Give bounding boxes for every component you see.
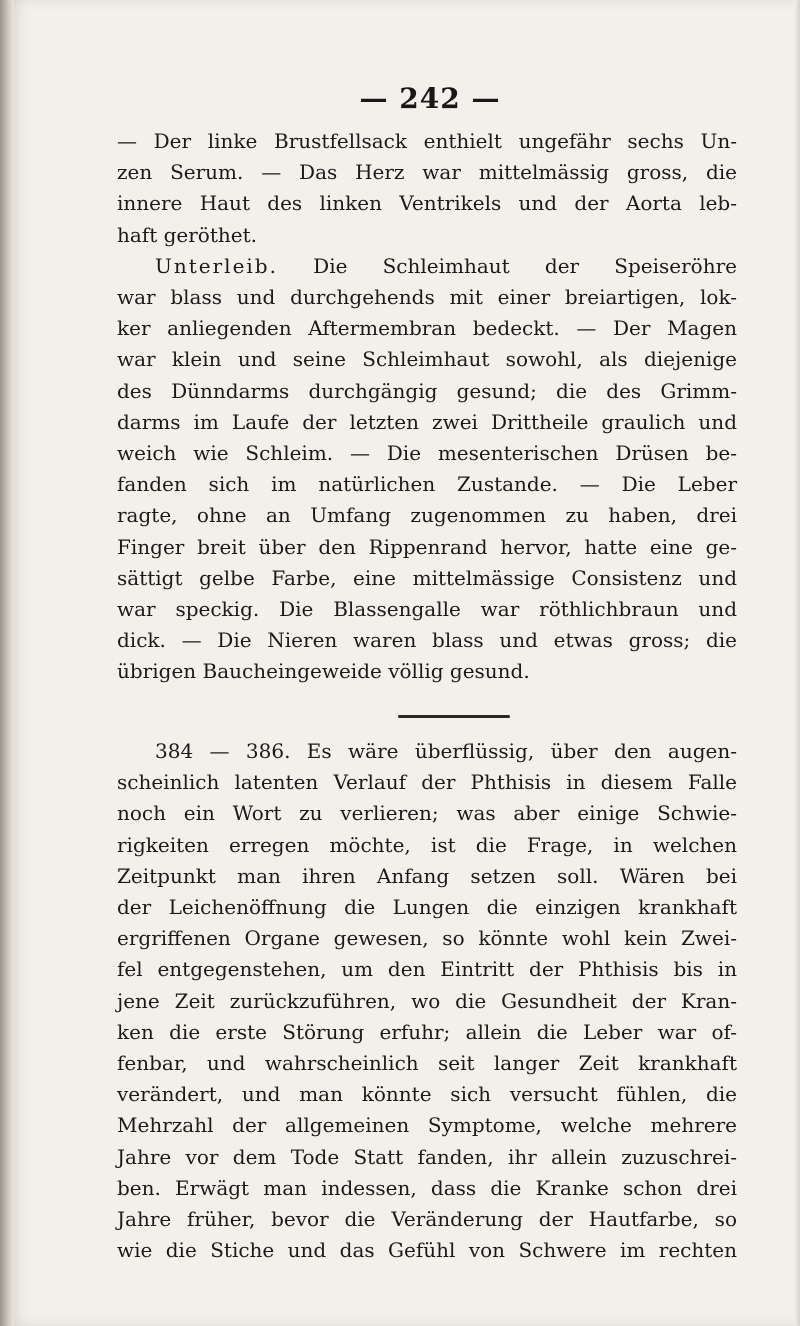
text-line: übrigen Baucheingeweide völlig gesund. <box>117 659 530 684</box>
text-line: Jahre vor dem Tode Statt fanden, ihr allein zuzuschrei- <box>117 1144 737 1169</box>
text-line: war klein und seine Schleimhaut sowohl, als diejenige <box>117 347 737 372</box>
section-first-line <box>117 251 737 282</box>
text-line: fenbar, und wahrscheinlich seit langer Zeit krankhaft <box>117 1051 737 1076</box>
text-line: innere Haut des linken Ventrikels und der Aorta leb- <box>117 191 737 216</box>
text-line: Finger breit über den Rippenrand hervor, hatte eine ge- <box>117 534 737 559</box>
text-line: Zeitpunkt man ihren Anfang setzen soll. Wären bei <box>117 863 737 888</box>
text-line: ken die erste Störung erfuhr; allein die Leber war of- <box>117 1019 737 1044</box>
page-edge <box>794 0 800 1326</box>
text-line: noch ein Wort zu verlieren; was aber einige Schwie- <box>117 801 737 826</box>
text-line: weich wie Schleim. — Die mesenterischen Drüsen be- <box>117 441 737 466</box>
text-line: war speckig. Die Blassengalle war röthlichbraun und <box>117 597 737 622</box>
text-block-lower <box>117 736 737 1266</box>
text-line: haft geröthet. <box>117 222 257 247</box>
text-line: fanden sich im natürlichen Zustande. — Die Leber <box>117 472 737 497</box>
text-line: rigkeiten erregen möchte, ist die Frage, in welchen <box>117 832 737 857</box>
text-line: zen Serum. — Das Herz war mittelmässig gross, die <box>117 160 737 185</box>
page-number: — 242 — <box>359 82 501 115</box>
text-line: dick. — Die Nieren waren blass und etwas gross; die <box>117 628 737 653</box>
text-line: jene Zeit zurückzuführen, wo die Gesundheit der Kran- <box>117 988 737 1013</box>
text-line: der Leichenöffnung die Lungen die einzigen krankhaft <box>117 895 737 920</box>
text-line: fel entgegenstehen, um den Eintritt der Phthisis bis in <box>117 957 737 982</box>
text-line: — Der linke Brustfellsack enthielt ungefähr sechs Un- <box>117 129 737 153</box>
text-line: ker anliegenden Aftermembran bedeckt. — Der Magen <box>117 316 737 341</box>
binding-gutter <box>0 0 14 1326</box>
text-line: sättigt gelbe Farbe, eine mittelmässige Consistenz und <box>117 565 737 590</box>
text-line: Jahre früher, bevor die Veränderung der Hautfarbe, so <box>117 1207 737 1232</box>
text-line: Mehrzahl der allgemeinen Symptome, welche mehrere <box>117 1113 737 1138</box>
text-block-upper <box>117 126 737 688</box>
text-line: ergriffenen Organe gewesen, so könnte wohl kein Zwei- <box>117 926 737 951</box>
text-line: scheinlich latenten Verlauf der Phthisis in diesem Falle <box>117 770 737 795</box>
text-line: des Dünndarms durchgängig gesund; die des Grimm- <box>117 378 737 403</box>
text-fragment: Die Schleimhaut der Speiseröhre <box>277 253 737 278</box>
text-line: 384 — 386. Es wäre überflüssig, über den augen- <box>155 739 737 763</box>
section-heading: Unterleib. <box>155 253 278 278</box>
text-line: ragte, ohne an Umfang zugenommen zu haben, drei <box>117 503 737 528</box>
text-line: verändert, und man könnte sich versucht fühlen, die <box>117 1082 737 1107</box>
text-line: ben. Erwägt man indessen, dass die Kranke schon drei <box>117 1175 737 1200</box>
section-divider <box>398 715 510 718</box>
text-line: darms im Laufe der letzten zwei Drittheile graulich und <box>117 409 737 434</box>
text-line: wie die Stiche und das Gefühl von Schwere im rechten <box>117 1238 737 1263</box>
text-line: war blass und durchgehends mit einer breiartigen, lok- <box>117 285 737 310</box>
